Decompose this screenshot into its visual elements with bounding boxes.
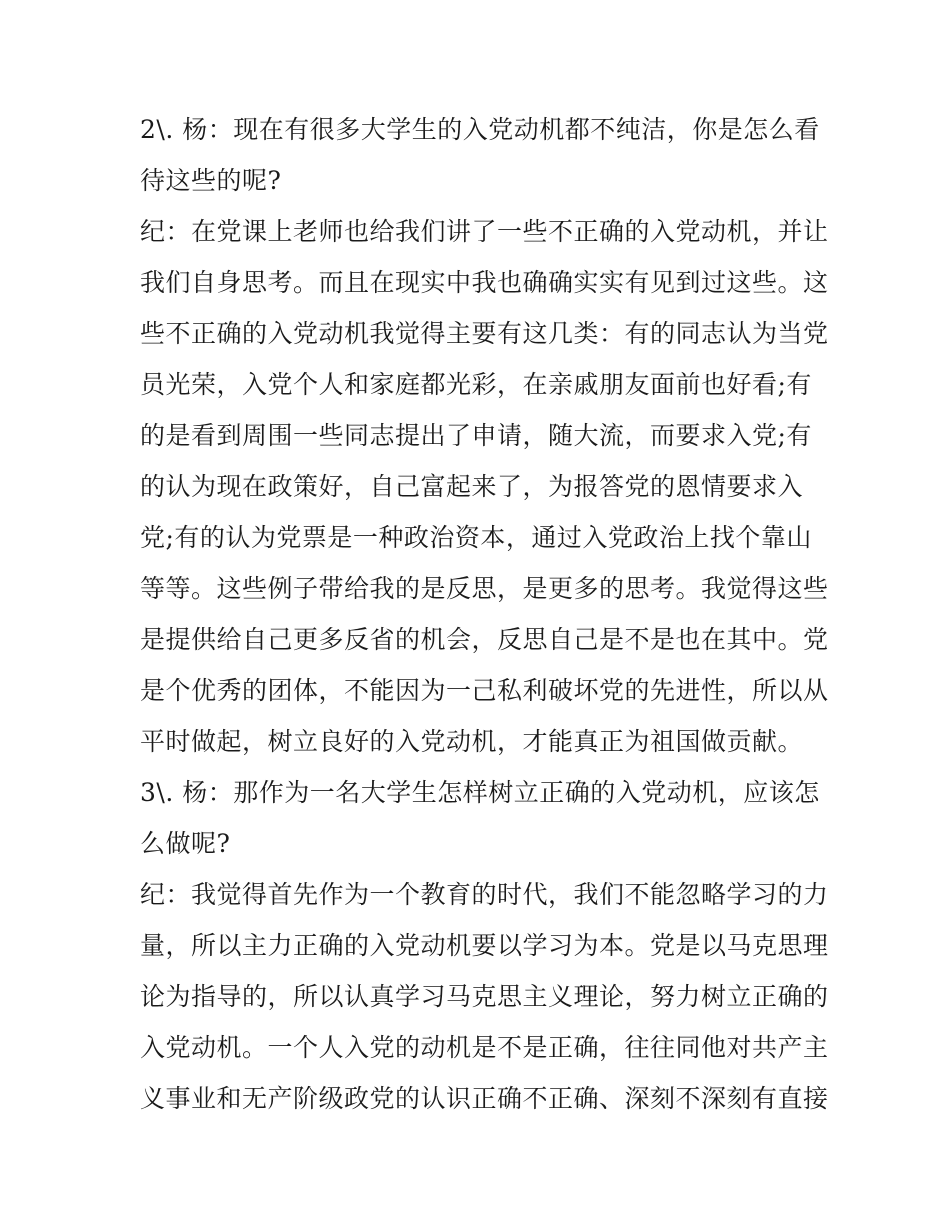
text-line: 纪：在党课上老师也给我们讲了一些不正确的入党动机，并让 [140, 217, 829, 246]
text-line: 量，所以主力正确的入党动机要以学习为本。党是以马克思理 [140, 931, 829, 960]
text-line: 待这些的呢? [140, 166, 282, 195]
text-line: 平时做起，树立良好的入党动机，才能真正为祖国做贡献。 [140, 727, 804, 756]
text-line: 纪：我觉得首先作为一个教育的时代，我们不能忽略学习的力 [140, 880, 829, 909]
text-line: 入党动机。一个人入党的动机是不是正确，往往同他对共产主 [140, 1033, 829, 1062]
text-line: 等等。这些例子带给我的是反思，是更多的思考。我觉得这些 [140, 574, 829, 603]
text-line: 的认为现在政策好，自己富起来了，为报答党的恩情要求入 [140, 472, 804, 501]
text-line: 3\. 杨：那作为一名大学生怎样树立正确的入党动机，应该怎 [140, 778, 820, 807]
text-line: 2\. 杨：现在有很多大学生的入党动机都不纯洁，你是怎么看 [140, 115, 820, 144]
text-line: 员光荣，入党个人和家庭都光彩，在亲戚朋友面前也好看;有 [140, 370, 812, 399]
text-line: 的是看到周围一些同志提出了申请，随大流，而要求入党;有 [140, 421, 812, 450]
text-line: 是个优秀的团体，不能因为一己私利破坏党的先进性，所以从 [140, 676, 829, 705]
text-line: 是提供给自己更多反省的机会，反思自己是不是也在其中。党 [140, 625, 829, 654]
text-line: 党;有的认为党票是一种政治资本，通过入党政治上找个靠山 [140, 523, 812, 552]
text-line: 么做呢? [140, 829, 231, 858]
text-line: 论为指导的，所以认真学习马克思主义理论，努力树立正确的 [140, 982, 829, 1011]
text-line: 义事业和无产阶级政党的认识正确不正确、深刻不深刻有直接 [140, 1084, 829, 1113]
interview-text [140, 104, 829, 1124]
text-line: 些不正确的入党动机我觉得主要有这几类：有的同志认为当党 [140, 319, 829, 348]
text-line: 我们自身思考。而且在现实中我也确确实实有见到过这些。这 [140, 268, 829, 297]
